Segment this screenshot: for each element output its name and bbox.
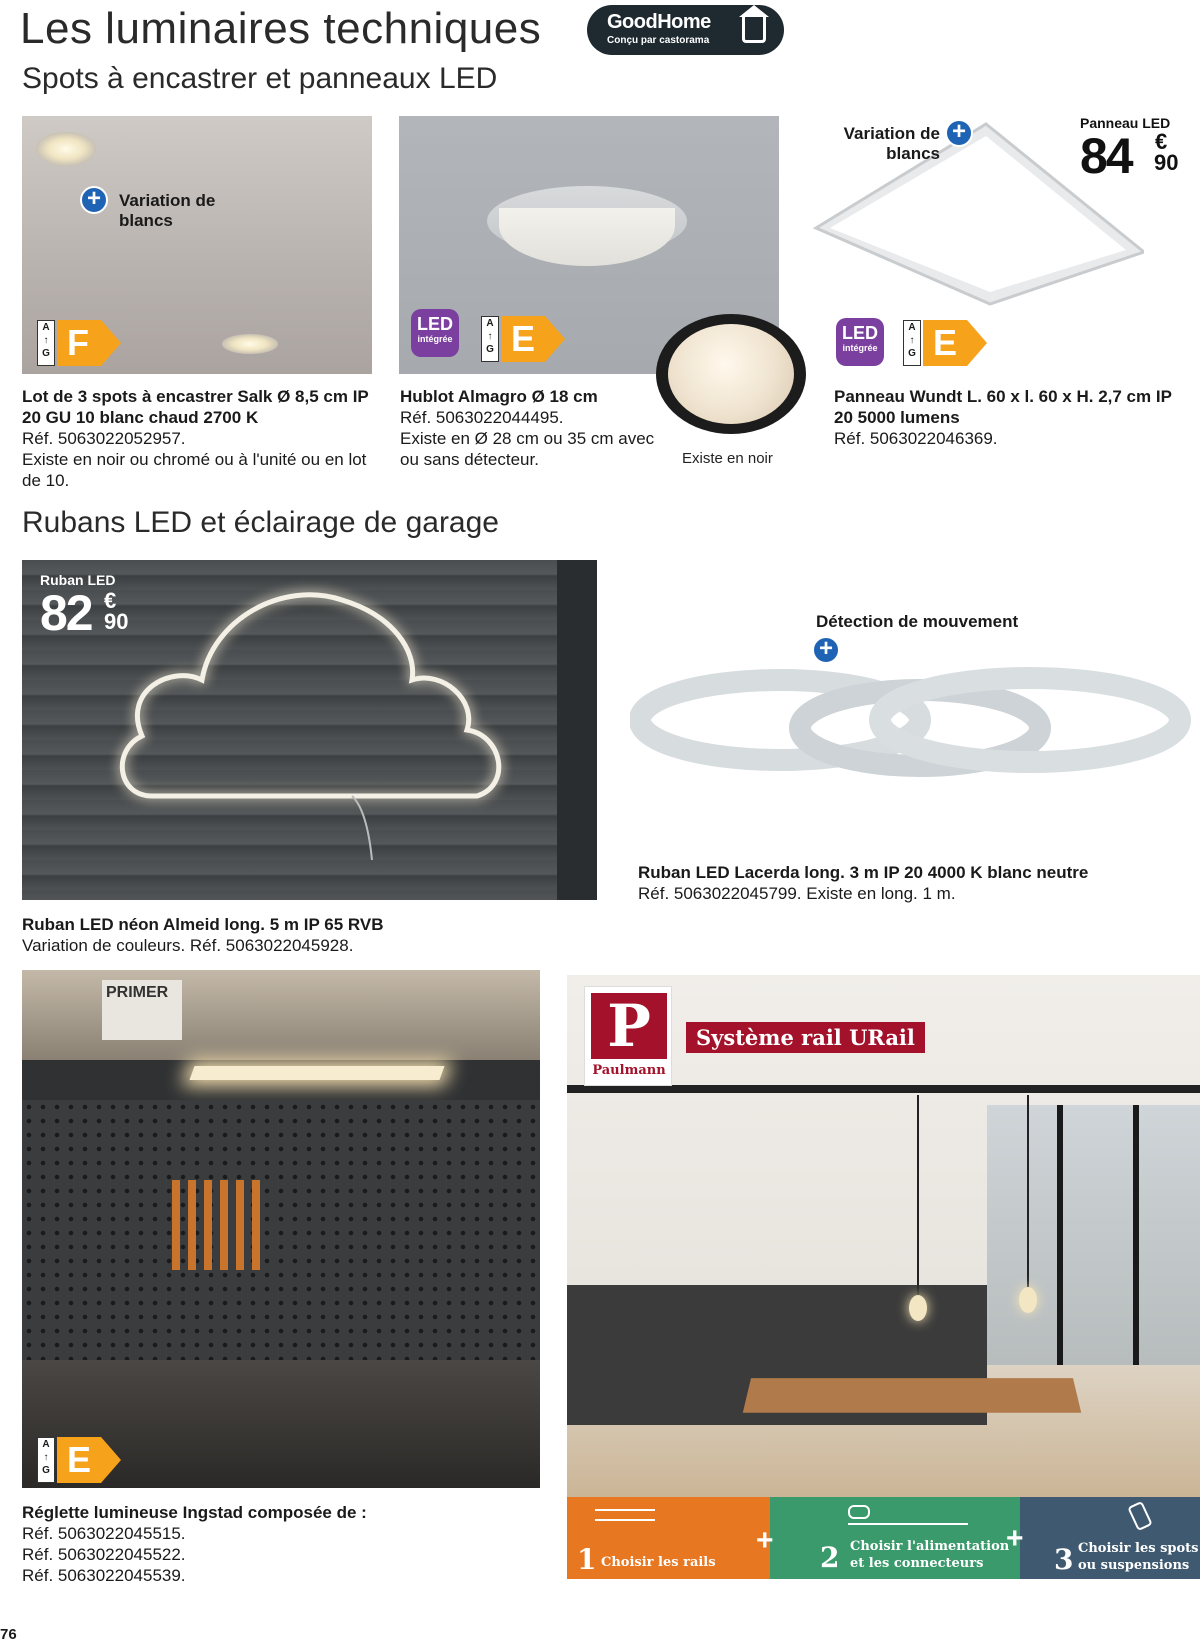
plus-icon: +	[945, 119, 973, 147]
house-icon	[742, 17, 766, 43]
page-title: Les luminaires techniques	[20, 4, 542, 53]
variation-badge: Variation de blancs	[119, 191, 216, 230]
step-label-2: et les connecteurs	[850, 1556, 984, 1571]
logo-brand: GoodHome	[607, 11, 711, 33]
product-ref: Réf. 5063022052957.	[22, 429, 186, 448]
paulmann-logo	[584, 986, 672, 1086]
product-description-neon	[22, 914, 582, 956]
section-title-spots: Spots à encastrer et panneaux LED	[22, 62, 498, 95]
variant-caption: Existe en noir	[682, 450, 773, 467]
product-desc: Variation de couleurs. Réf. 5063022045928.	[22, 936, 354, 955]
energy-label: A ↑ G E	[481, 316, 565, 362]
page-number: 76	[0, 1626, 17, 1643]
product-ref: Réf. 5063022045539.	[22, 1566, 186, 1585]
step-number: 3	[1054, 1543, 1074, 1576]
energy-class: E	[511, 318, 536, 359]
product-description-spots	[22, 386, 377, 491]
led-integree-badge: LED intégrée	[836, 318, 884, 366]
step-2	[770, 1497, 1020, 1579]
step-label: Choisir les spots	[1078, 1541, 1199, 1556]
paulmann-letter: P	[591, 993, 667, 1059]
reglette-light	[189, 1066, 444, 1080]
energy-class: E	[933, 322, 958, 363]
goodhome-logo	[587, 5, 784, 55]
energy-label: A ↑ G E	[903, 320, 987, 366]
plus-icon: +	[756, 1524, 774, 1557]
primer-can: PRIMER	[102, 980, 182, 1040]
variation-badge: Variation de blancs	[843, 124, 940, 163]
logo-tagline: Conçu par castorama	[607, 35, 710, 46]
product-name: Panneau Wundt L. 60 x l. 60 x H. 2,7 cm IP 20 5000 lumens	[834, 387, 1172, 427]
energy-class: F	[67, 322, 89, 363]
price-integer: 84	[1080, 128, 1132, 184]
product-name: Lot de 3 spots à encastrer Salk Ø 8,5 cm IP 20 GU 10 blanc chaud 2700 K	[22, 387, 369, 427]
energy-label: A ↑ G E	[37, 1437, 121, 1483]
product-desc: Réf. 5063022045799. Existe en long. 1 m.	[638, 884, 956, 903]
garage-photo	[22, 970, 540, 1488]
energy-class: E	[67, 1439, 92, 1480]
price-label: Ruban LED	[40, 572, 116, 588]
product-ref: Réf. 5063022046369.	[834, 429, 998, 448]
product-name: Hublot Almagro Ø 18 cm	[400, 387, 598, 406]
step-number: 2	[820, 1541, 840, 1574]
step-1	[567, 1497, 770, 1579]
led-strip-photo	[630, 660, 1200, 800]
price-currency: €	[104, 588, 117, 613]
product-description-strip	[638, 862, 1198, 904]
product-ref: Réf. 5063022045522.	[22, 1545, 186, 1564]
led-integree-badge: LED intégrée	[411, 309, 459, 357]
product-ref: Réf. 5063022044495.	[400, 408, 564, 427]
step-label-2: ou suspensions	[1078, 1558, 1190, 1573]
price-currency: €	[1155, 129, 1168, 154]
plus-icon: +	[812, 636, 840, 664]
price-cents: 90	[1154, 150, 1179, 175]
urail-banner: Système rail URail	[686, 1022, 925, 1053]
product-note: Existe en Ø 28 cm ou 35 cm avec ou sans détecteur.	[400, 429, 655, 469]
price-tag-panneau	[1080, 115, 1190, 185]
price-integer: 82	[40, 585, 92, 641]
plus-icon: +	[80, 186, 108, 214]
product-name: Réglette lumineuse Ingstad composée de :	[22, 1503, 367, 1522]
product-description-panneau	[834, 386, 1174, 449]
step-label: Choisir l'alimentation	[850, 1539, 1010, 1554]
price-cents: 90	[104, 609, 129, 634]
step-3	[1020, 1497, 1200, 1579]
hublot-black-variant	[656, 314, 806, 434]
section-title-rubans: Rubans LED et éclairage de garage	[22, 506, 499, 539]
plus-icon: +	[1006, 1522, 1024, 1555]
price-tag-neon	[40, 572, 160, 642]
product-name: Ruban LED Lacerda long. 3 m IP 20 4000 K blanc neutre	[638, 863, 1089, 882]
paulmann-wordmark: Paulmann	[592, 1063, 666, 1078]
energy-label: A ↑ G F	[37, 320, 121, 366]
price-label: Panneau LED	[1080, 115, 1171, 131]
detection-badge: Détection de mouvement	[816, 612, 1019, 631]
product-description-reglette	[22, 1502, 522, 1586]
step-number: 1	[577, 1543, 597, 1576]
product-description-hublot	[400, 386, 660, 470]
step-label: Choisir les rails	[601, 1555, 716, 1570]
product-note: Existe en noir ou chromé ou à l'unité ou en lot de 10.	[22, 450, 367, 490]
product-ref: Réf. 5063022045515.	[22, 1524, 186, 1543]
product-name: Ruban LED néon Almeid long. 5 m IP 65 RVB	[22, 915, 384, 934]
